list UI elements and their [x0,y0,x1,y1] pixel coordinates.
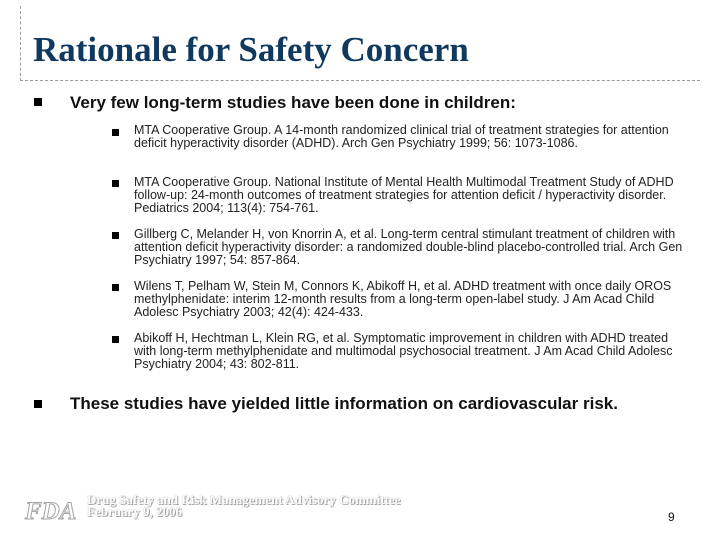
title-frame-left-line [20,6,21,81]
footer-date: February 9, 2006 [87,504,182,519]
main-bullet-1-text: Very few long-term studies have been done in children: [70,93,516,112]
reference-item: Abikoff H, Hechtman L, Klein RG, et al. Symptomatic improvement in children with ADHD treated with long-term methylphenidate and multimodal psychosocial treatment. J Am Acad Child Adolesc Psychiatry 2004; 43: 802-811. [134,331,673,371]
reference-item: Wilens T, Pelham W, Stein M, Connors K, Abikoff H, et al. ADHD treatment with once daily OROS methylphenidate: interim 12-month results from a long-term open-label study. J Am Acad Child Adolesc Psychiatry 2003; 42(4): 424-433. [134,279,672,319]
page-number: 9 [668,510,675,524]
bullet-square-icon [112,129,119,136]
bullet-square-icon [112,284,119,291]
footer-text [87,494,400,518]
fda-logo-text: FDA [25,498,77,524]
fda-logo-icon [24,496,80,524]
bullet-square-icon [112,336,119,343]
bullet-square-icon [34,400,42,408]
bullet-square-icon [112,232,119,239]
bullet-square-icon [112,180,119,187]
bullet-square-icon [34,98,42,106]
title-underline [20,80,700,81]
reference-item: MTA Cooperative Group. A 14-month randomized clinical trial of treatment strategies for attention deficit hyperactivity disorder (ADHD). Arch Gen Psychiatry 1999; 56: 1073-1086. [134,123,669,150]
footer-committee: Drug Safety and Risk Management Advisory Committee [87,492,401,507]
reference-item: Gillberg C, Melander H, von Knorrin A, et al. Long-term central stimulant treatment of children with attention deficit hyperactivity disorder: a randomized double-blind placebo-controlled trial. Arch Gen Psychiatry 1997; 54: 857-864. [134,227,683,267]
reference-item: MTA Cooperative Group. National Institute of Mental Health Multimodal Treatment Study of ADHD follow-up: 24-month outcomes of treatment strategies for attention deficit / hyperactivity disorder. Pediatrics 2004; 113(4): 754-761. [134,175,674,215]
main-bullet-2-text: These studies have yielded little information on cardiovascular risk. [70,394,618,413]
slide-title: Rationale for Safety Concern [33,30,469,69]
